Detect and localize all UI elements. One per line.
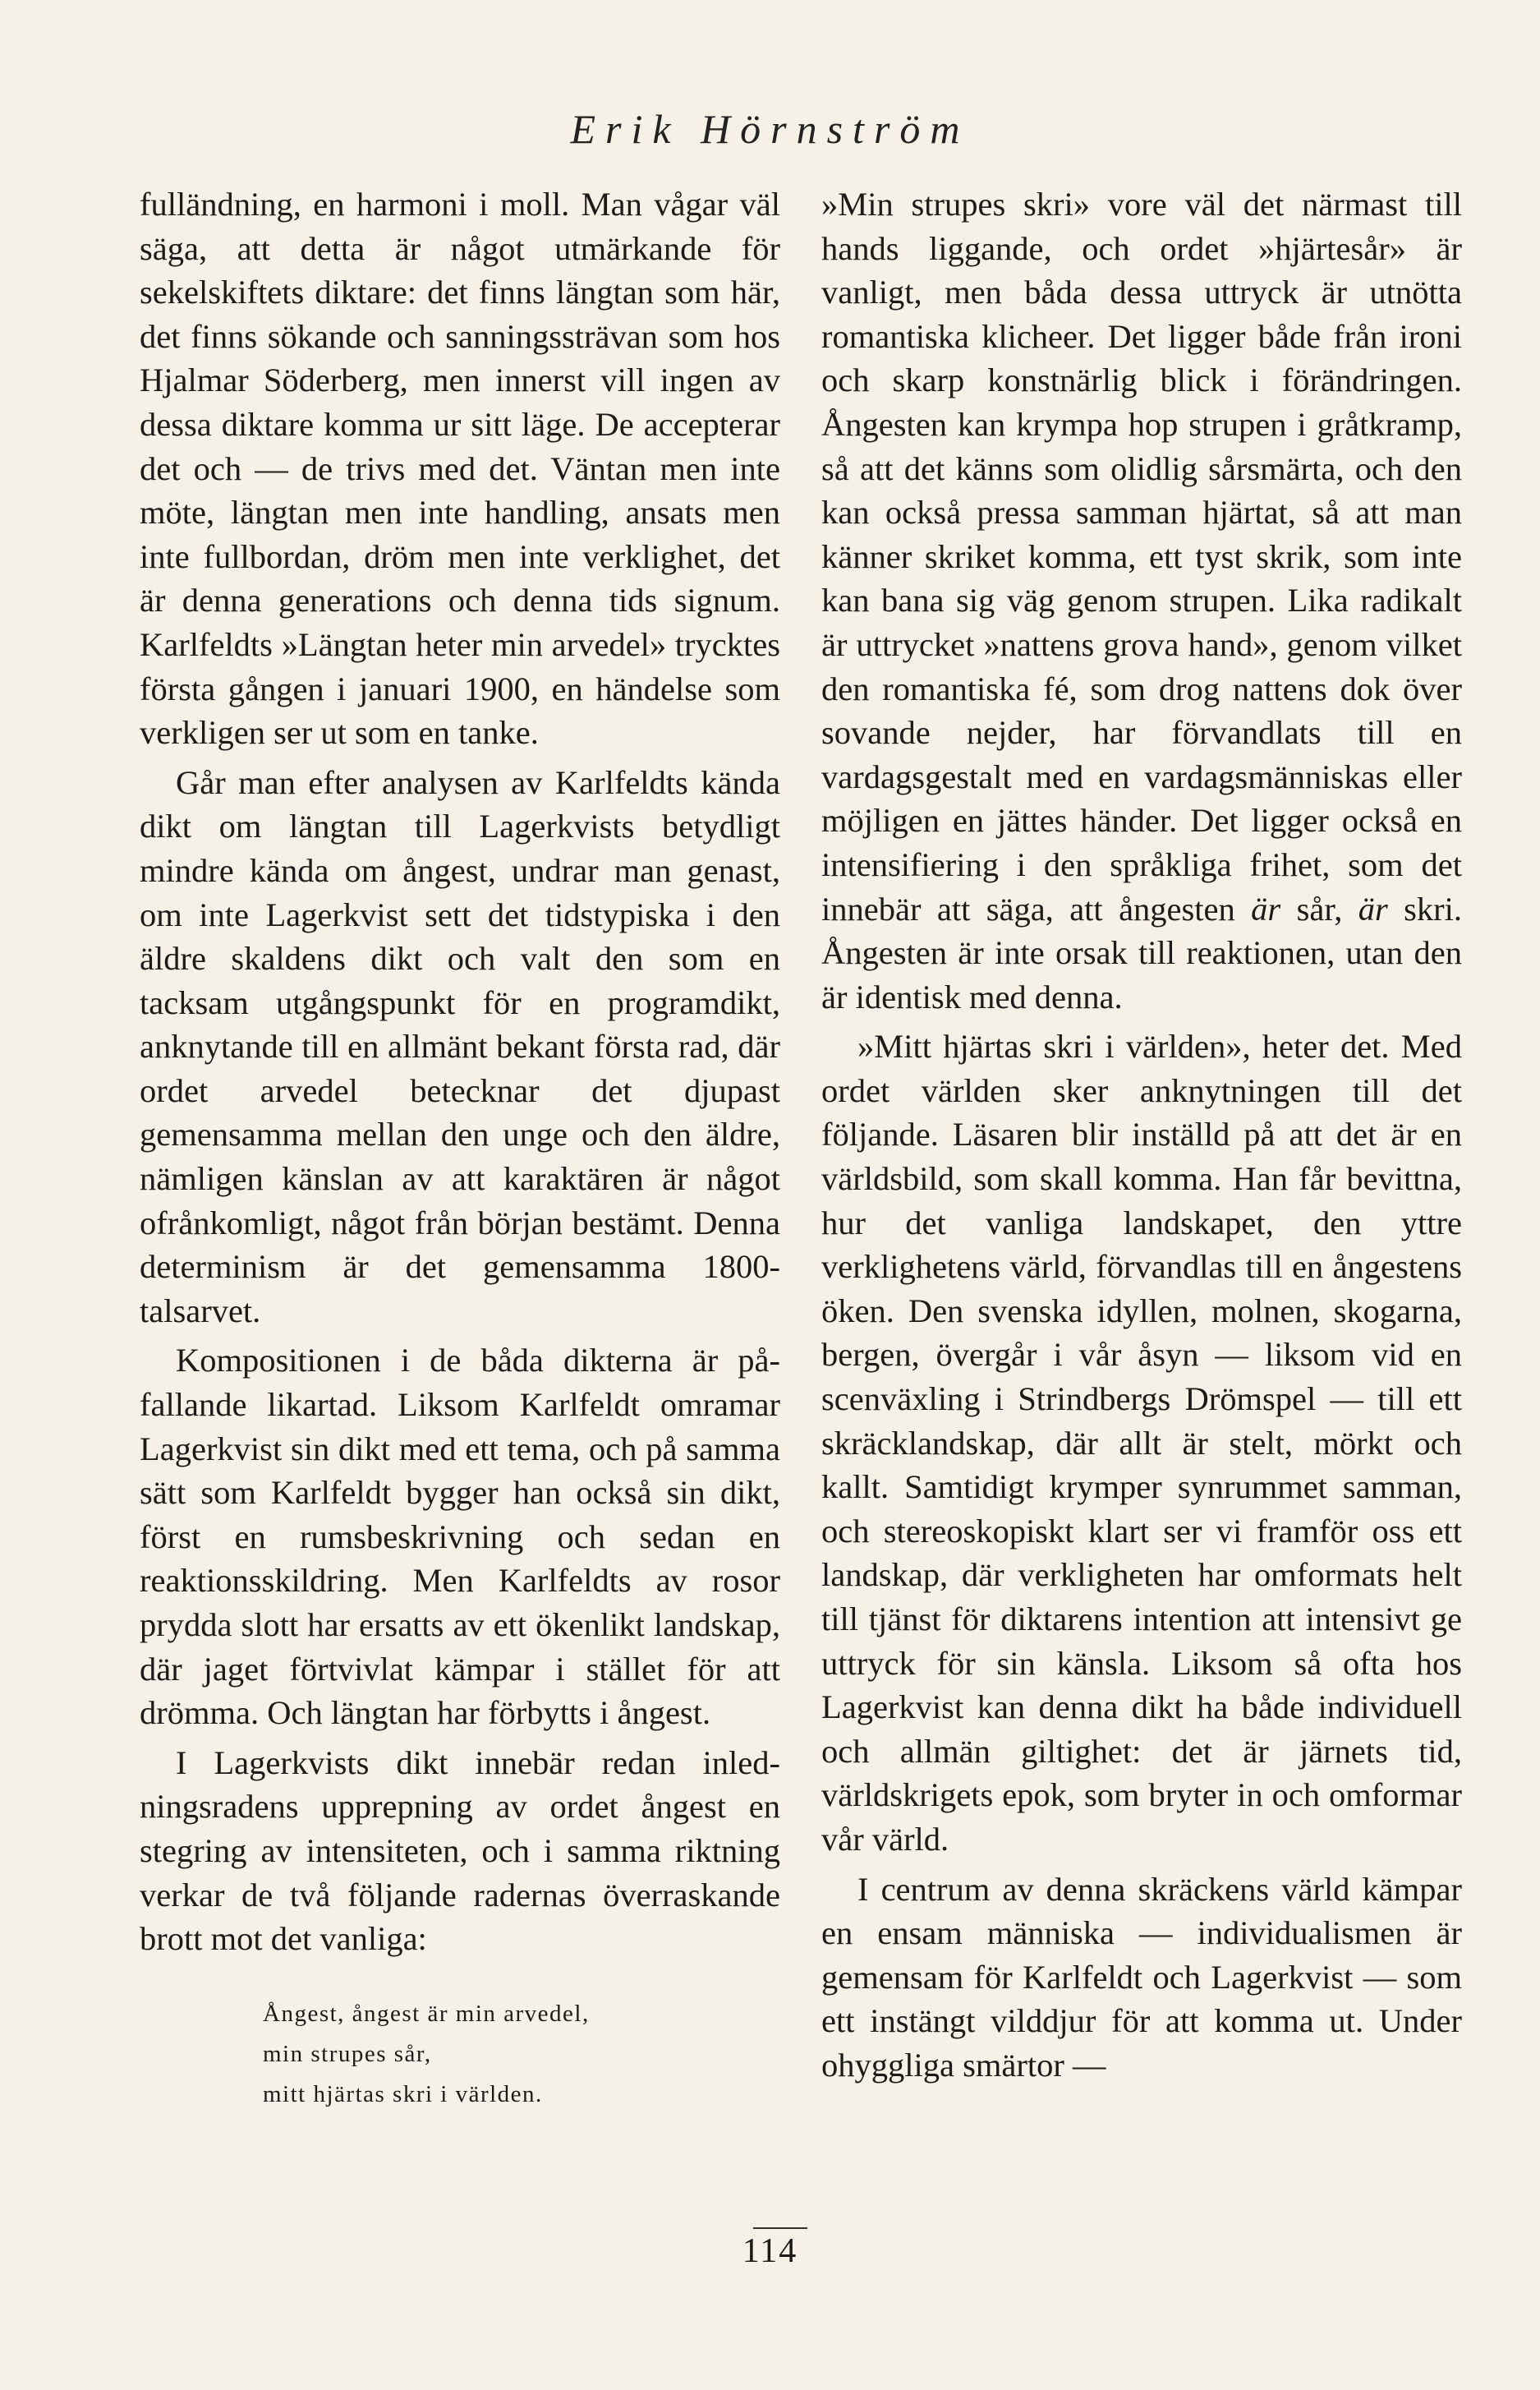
poem-line-3: mitt hjärtas skri i världen.: [263, 2080, 543, 2107]
right-paragraph-3: I centrum av denna skräckens värld kämpar en ensam människa — individualismen är gemensam för Karlfeldt och Lagerkvist — som ett instängt vilddjur för att komma ut. Under ohyggliga smärtor —: [821, 1870, 1462, 2084]
page-number: 114: [742, 2232, 798, 2270]
right-paragraph-1-end: skri. Ångesten är inte orsak till reaktionen, utan den är identisk med denna.: [821, 890, 1463, 1015]
poem-quote: [263, 1994, 780, 2115]
right-paragraph-1: [821, 182, 1462, 1019]
left-column: [140, 182, 780, 2115]
left-paragraph-4: I Lagerkvists dikt innebär redan inledningsradens upprepning av ordet ångest en stegring av intensiteten, och i samma riktning verkar de två följande radernas överraskande brott mot det vanliga:: [140, 1743, 780, 1958]
left-paragraph-2: Går man efter analysen av Karlfeldts kända dikt om längtan till Lagerkvists betydligt mindre kända om ångest, undrar man genast, om inte Lagerkvist sett det tidstypiska i den äldre skaldens dikt och valt den som en tacksam utgångspunkt för en programdikt, anknytande till en allmänt bekant första rad, där ordet arvedel betecknar det djupast gemensamma mellan den unge och den äldre, nämligen känslan av att karaktären är något ofrånkomligt, något från början bestämt. Denna determinism är det gemensamma 1800-talsarvet.: [140, 763, 780, 1329]
poem-line-2: min strupes sår,: [263, 2040, 432, 2067]
poem-line-1: Ångest, ångest är min arvedel,: [263, 2000, 590, 2027]
left-paragraph-1: fulländning, en harmoni i moll. Man vågar väl säga, att detta är något utmärkande för sekelskiftets diktare: det finns längtan som här, det finns sökande och sanningssträvan som hos Hjalmar Söderberg, men innerst vill ingen av dessa diktare komma ur sitt läge. De accepterar det och — de trivs med det. Väntan men inte möte, längtan men inte handling, ansats men inte fullbordan, dröm men inte verklighet, det är denna generations och denna tids signum. Karlfeldts »Längtan heter min arvedel» trycktes första gången i januari 1900, en händelse som verkligen ser ut som en tanke.: [140, 186, 780, 752]
right-paragraph-2: »Mitt hjärtas skri i världen», heter det. Med ordet världen sker anknytningen till det följande. Läsaren blir inställd på att det är en världsbild, som skall komma. Han får bevittna, hur det vanliga landskapet, den yttre verklighetens värld, förvandlas till en ångestens öken. Den svenska idyllen, molnen, skogarna, bergen, övergår i vår åsyn — liksom vid en scenväxling i Strindbergs Drömspel — till ett skräcklandskap, där allt är stelt, mörkt och kallt. Samtidigt krymper synrummet samman, och stereoskopiskt klart ser vi framför oss ett landskap, där verkligheten har omformats helt till tjänst för diktarens intention att intensivt ge uttryck för sin känsla. Liksom så ofta hos Lagerkvist kan denna dikt ha både individuell och allmän giltighet: det är järnets tid, världskrigets epok, som bryter in och omformar vår värld.: [821, 1028, 1462, 1858]
folio-rule: [753, 2227, 807, 2229]
emphasis-ar-1: är: [1251, 890, 1281, 928]
running-header: Erik Hörnström: [570, 106, 970, 152]
right-paragraph-1-mid: sår,: [1296, 890, 1343, 928]
right-column: [821, 182, 1462, 2088]
emphasis-ar-2: är: [1358, 890, 1388, 928]
left-paragraph-3: Kompositionen i de båda dikterna är påfallande likartad. Liksom Karlfeldt omramar Lagerkvist sin dikt med ett tema, och på samma sätt som Karlfeldt bygger han också sin dikt, först en rumsbeskrivning och sedan en reaktionsskildring. Men Karlfeldts av rosor prydda slott har ersatts av ett ökenlikt landskap, där jaget förtvivlat kämpar i stället för att drömma. Och längtan har förbytts i ångest.: [140, 1342, 780, 1732]
right-paragraph-1-text: »Min strupes skri» vore väl det närmast till hands liggande, och ordet »hjärtesår» är vanligt, men båda dessa uttryck är utnötta romantiska klicheer. Det ligger både från ironi och skarp konstnärlig blick i förändringen. Ångesten kan krympa hop strupen i gråtkramp, så att det känns som olidlig sårsmärta, och den kan också pressa samman hjärtat, så att man känner skriket komma, ett tyst skrik, som inte kan bana sig väg genom strupen. Lika radikalt är uttrycket »nattens grova hand», genom vilket den romantiska fé, som drog nattens dok över sovande nejder, har förvandlats till en vardagsgestalt med en vardagsmänniskas eller möjligen en jättes händer. Det ligger också en intensifiering i den språkliga frihet, som det innebär att säga, att ångesten: [821, 186, 1462, 928]
